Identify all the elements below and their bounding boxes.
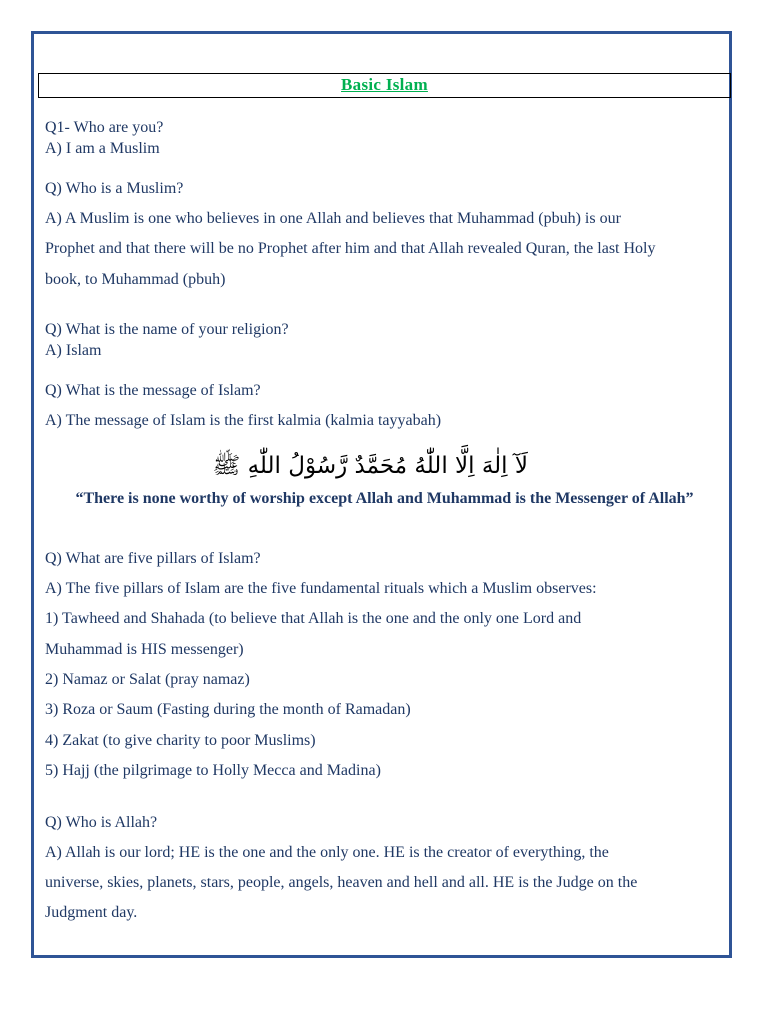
answer-line: A) Islam [45, 342, 102, 359]
question-line: Q1- Who are you? [45, 119, 164, 136]
document-title: Basic Islam [341, 75, 428, 94]
answer-line: book, to Muhammad (pbuh) [45, 271, 226, 288]
arabic-kalima: لَآ اِلٰهَ اِلَّا اللّٰهُ مُحَمَّدٌ رَّسُوْلُ اللّٰهِ ﷺ [212, 453, 528, 479]
answer-line: A) The message of Islam is the first kalmia (kalmia tayyabah) [45, 412, 442, 429]
pillar-line: Muhammad is HIS messenger) [45, 641, 244, 658]
answer-line: A) The five pillars of Islam are the five fundamental rituals which a Muslim observes: [45, 580, 597, 597]
pillar-line: 4) Zakat (to give charity to poor Muslims) [45, 732, 316, 749]
answer-line: A) Allah is our lord; HE is the one and the only one. HE is the creator of everything, the [45, 844, 609, 861]
pillar-line: 1) Tawheed and Shahada (to believe that Allah is the one and the only one Lord and [45, 610, 582, 627]
question-line: Q) What is the message of Islam? [45, 382, 261, 399]
answer-line: A) I am a Muslim [45, 140, 160, 157]
answer-line: Prophet and that there will be no Prophet after him and that Allah revealed Quran, the last Holy [45, 240, 656, 257]
question-line: Q) Who is Allah? [45, 814, 158, 831]
pillar-line: 2) Namaz or Salat (pray namaz) [45, 671, 250, 688]
question-line: Q) What is the name of your religion? [45, 321, 289, 338]
answer-line: Judgment day. [45, 904, 138, 921]
pillar-line: 5) Hajj (the pilgrimage to Holly Mecca and Madina) [45, 762, 381, 779]
question-line: Q) Who is a Muslim? [45, 180, 184, 197]
title-box [38, 73, 731, 98]
answer-line: universe, skies, planets, stars, people, angels, heaven and hell and all. HE is the Judge on the [45, 874, 638, 891]
pillar-line: 3) Roza or Saum (Fasting during the month of Ramadan) [45, 701, 411, 718]
kalima-translation: “There is none worthy of worship except Allah and Muhammad is the Messenger of Allah” [75, 490, 694, 507]
answer-line: A) A Muslim is one who believes in one Allah and believes that Muhammad (pbuh) is our [45, 210, 621, 227]
question-line: Q) What are five pillars of Islam? [45, 550, 261, 567]
